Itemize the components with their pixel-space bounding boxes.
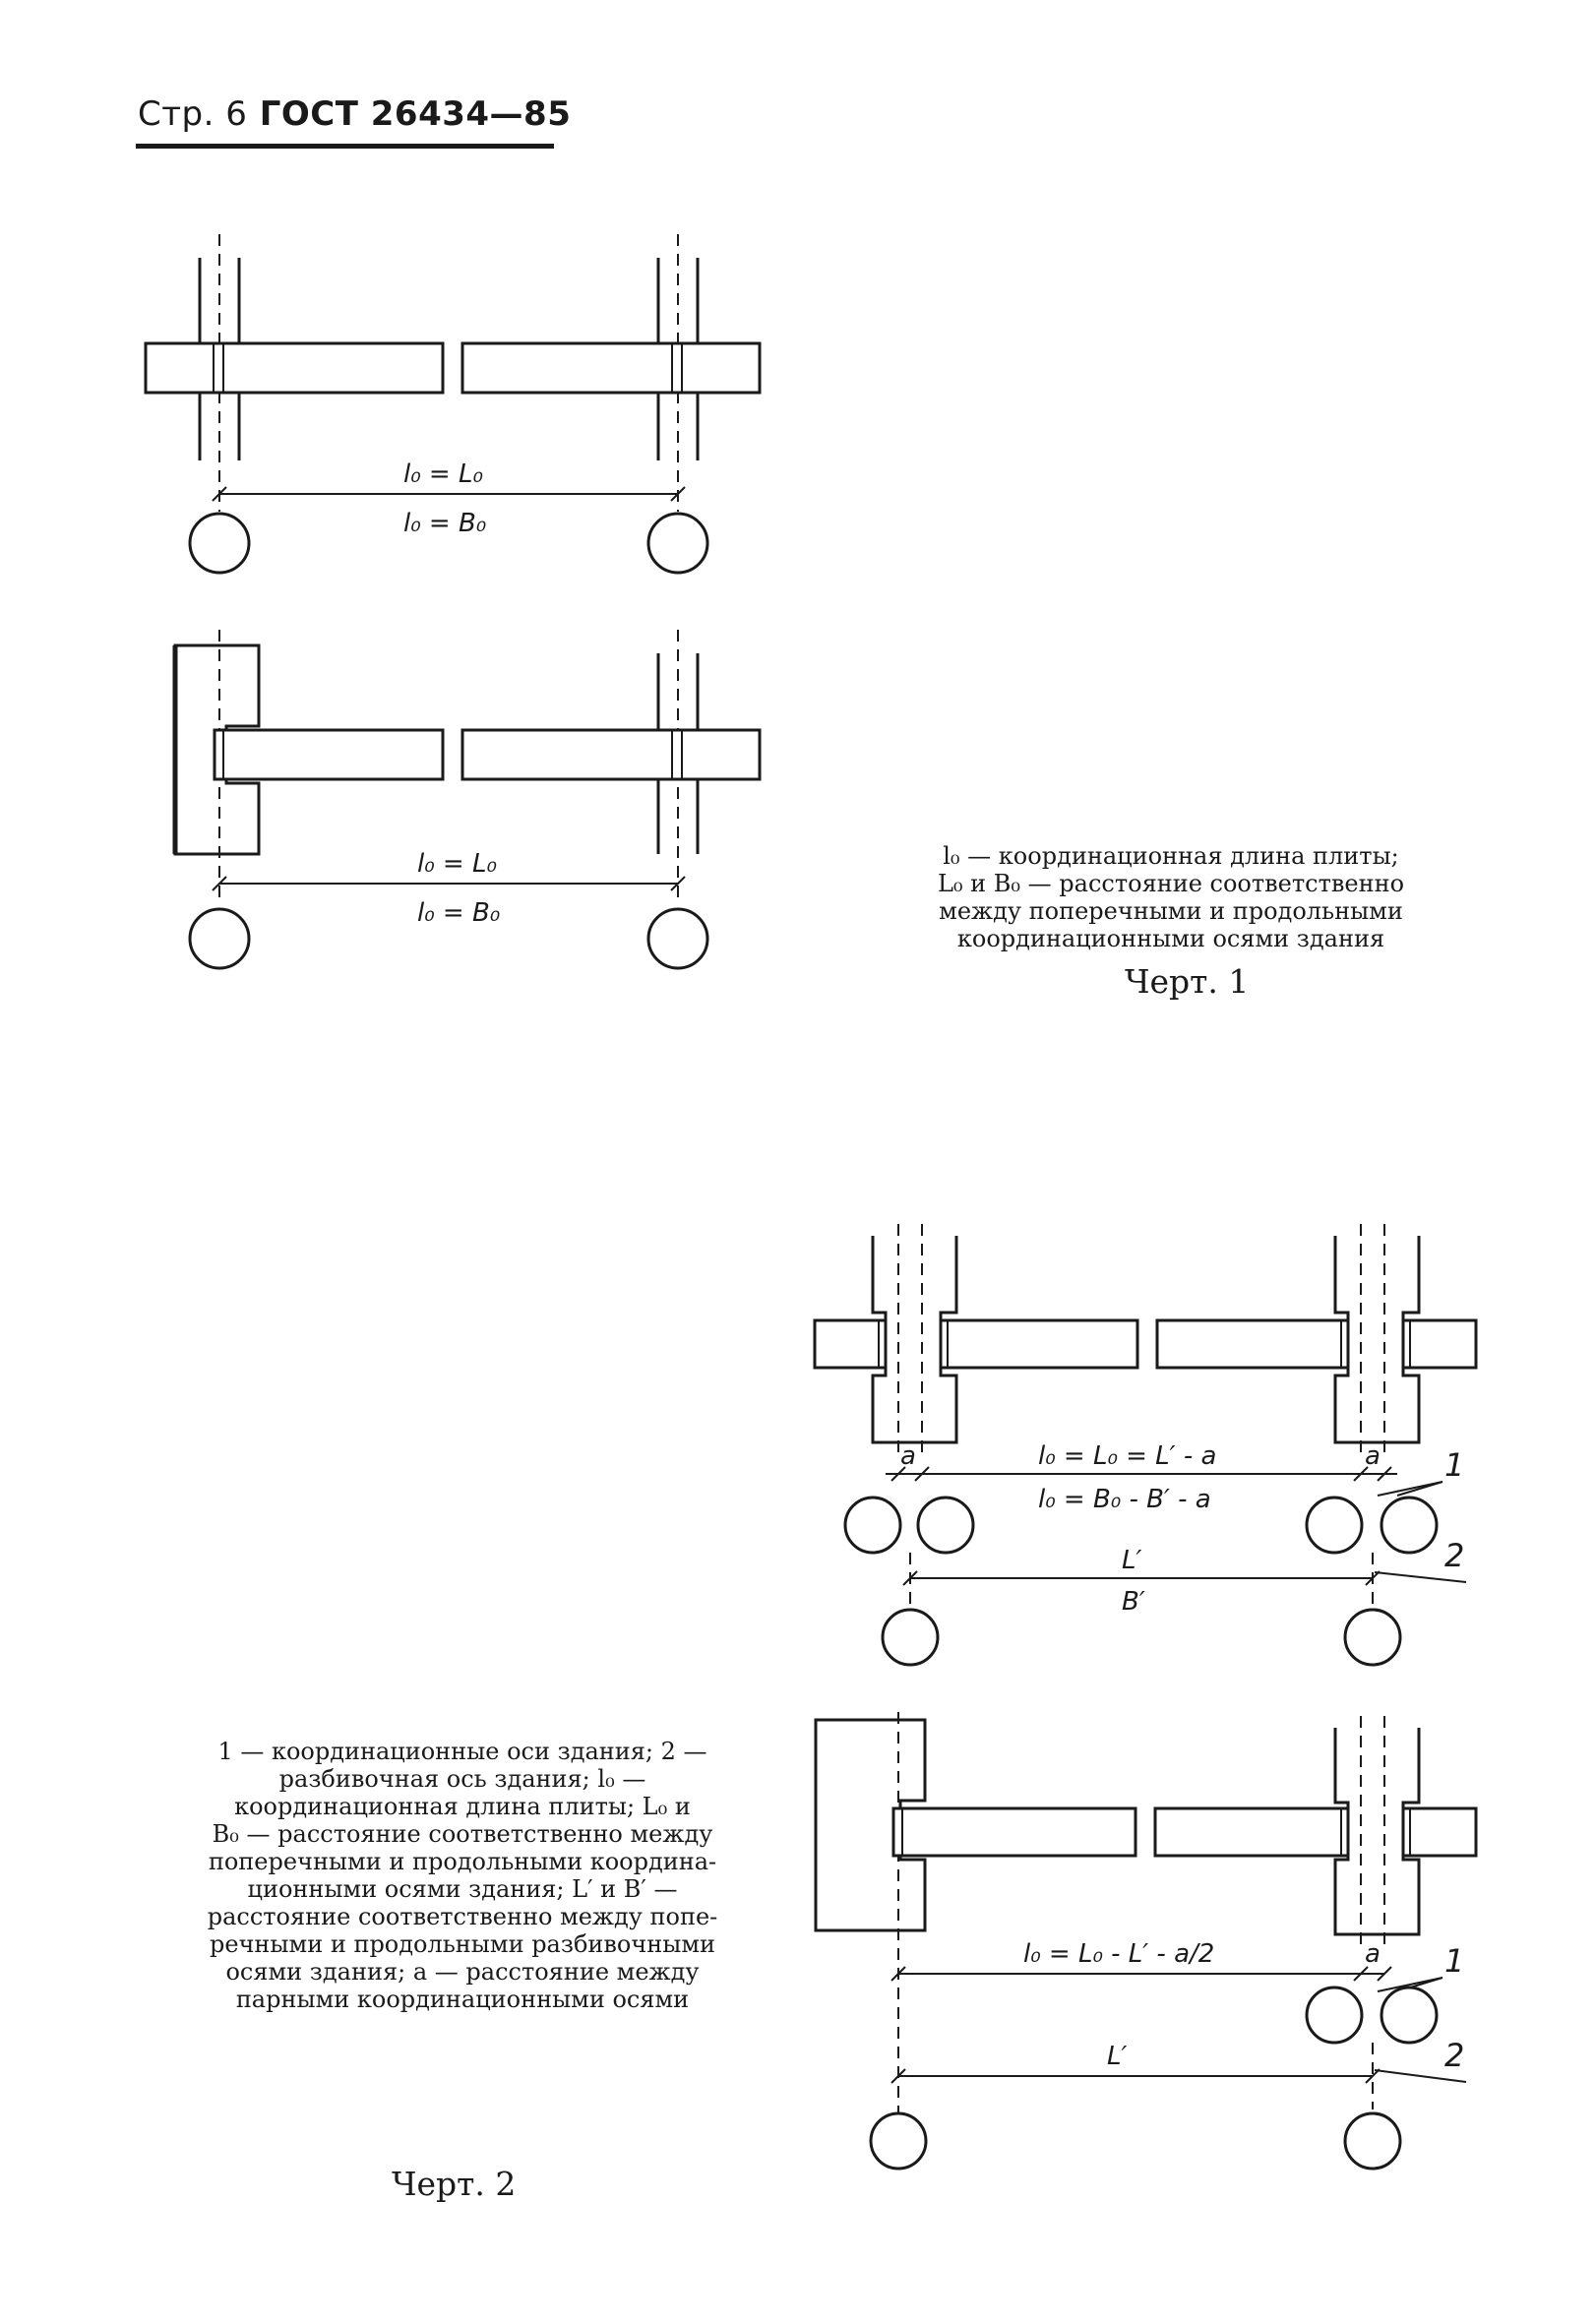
caption-line: ционными осями здания; L′ и B′ —: [247, 1875, 678, 1903]
fig2-bottom-label-2: 2: [1444, 2037, 1465, 2074]
figure2-title: Черт. 2: [392, 2165, 517, 2203]
caption-line: координационными осями здания: [956, 925, 1385, 952]
fig2-top-label-2: 2: [1444, 1537, 1465, 1574]
fig2-top-dim-overall-lower: B′: [1122, 1587, 1145, 1617]
caption-line: координационная длина плиты; L₀ и: [234, 1793, 691, 1820]
fig1-top-dim-upper: l₀ = L₀: [403, 459, 483, 489]
fig1-bottom-dim-upper: l₀ = L₀: [417, 849, 497, 879]
fig2-bottom-dim-main: l₀ = L₀ - L′ - a/2: [1023, 1939, 1215, 1969]
fig1-bottom-dim-lower: l₀ = B₀: [417, 898, 501, 928]
fig2-bottom-label-1: 1: [1444, 1942, 1465, 1980]
fig2-top-dim-a-left: a: [900, 1441, 916, 1471]
caption-line: парными координационными осями: [235, 1986, 690, 2013]
fig1-top-dim-lower: l₀ = B₀: [403, 509, 487, 538]
page-number: Стр. 6: [138, 94, 248, 134]
fig2-top-dim-main-lower: l₀ = B₀ - B′ - a: [1038, 1485, 1211, 1514]
figure1-caption: [866, 842, 1476, 952]
fig2-top-dim-overall-upper: L′: [1122, 1546, 1142, 1575]
figure1-title: Черт. 1: [1125, 962, 1250, 1001]
caption-line: 1 — координационные оси здания; 2 —: [217, 1738, 707, 1765]
caption-line: L₀ и B₀ — расстояние соответственно: [937, 870, 1405, 897]
fig2-bottom-dim-a: a: [1365, 1939, 1381, 1969]
caption-line: речными и продольными разбивочными: [210, 1930, 715, 1958]
fig2-top-dim-main-upper: l₀ = L₀ = L′ - a: [1038, 1441, 1217, 1471]
caption-line: l₀ — координационная длина плиты;: [943, 842, 1399, 870]
caption-line: B₀ — расстояние соответственно между: [212, 1820, 713, 1848]
fig2-top-label-1: 1: [1444, 1446, 1465, 1484]
caption-line: разбивочная ось здания; l₀ —: [278, 1765, 646, 1793]
figure1-bottom-diagram: [175, 630, 760, 968]
fig2-top-dim-a-right: a: [1365, 1441, 1381, 1471]
figure2-caption: [148, 1738, 777, 2013]
figure2-top-diagram: [815, 1224, 1476, 1665]
fig2-bottom-dim-overall: L′: [1107, 2042, 1128, 2071]
document-code: ГОСТ 26434—85: [259, 94, 572, 134]
caption-line: между поперечными и продольными: [939, 897, 1403, 925]
caption-line: осями здания; a — расстояние между: [225, 1958, 700, 1986]
caption-line: поперечными и продольными координа-: [208, 1848, 717, 1875]
caption-line: расстояние соответственно между попе-: [207, 1903, 718, 1930]
figure2-bottom-diagram: [816, 1712, 1476, 2169]
figure1-top-diagram: [146, 234, 760, 573]
